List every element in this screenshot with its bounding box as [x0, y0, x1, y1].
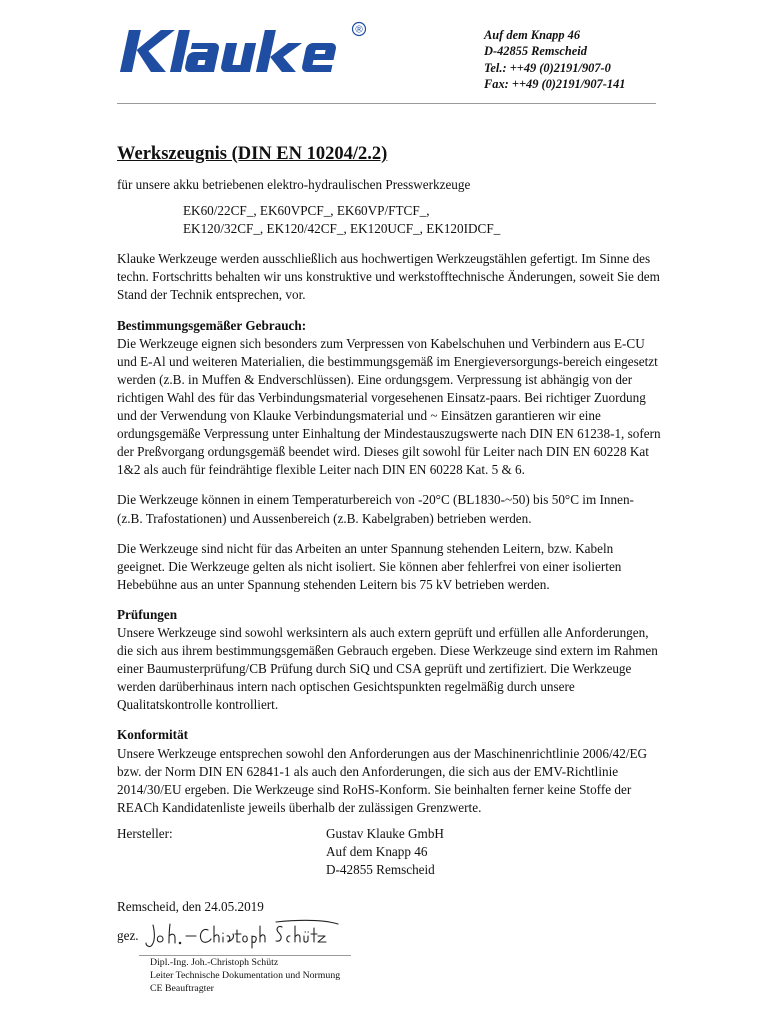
- klauke-logo: [117, 20, 367, 78]
- manufacturer-label: Hersteller:: [117, 825, 173, 841]
- conformity-heading: Konformität: [117, 727, 189, 743]
- signatory-details: [150, 956, 340, 996]
- usage-heading: Bestimmungsgemäßer Gebrauch:: [117, 317, 307, 333]
- signatory-name: Dipl.-Ing. Joh.-Christoph Schütz: [150, 957, 279, 968]
- manufacturer-name: Gustav Klauke GmbH: [326, 825, 444, 841]
- manufacturer-block: [117, 825, 662, 881]
- address-fax: Fax: ++49 (0)2191/907-141: [484, 76, 626, 91]
- tests-section: [117, 606, 662, 715]
- manufacturer-city: D-42855 Remscheid: [326, 862, 435, 878]
- model-line-1: EK60/22CF_, EK60VPCF_, EK60VP/FTCF_,: [183, 203, 430, 219]
- document-title: Werkszeugnis (DIN EN 10204/2.2): [117, 144, 388, 164]
- conformity-text: Unsere Werkzeuge entsprechen sowohl den Anforderungen aus der Maschinenrichtlinie 2006/42/EG bzw. der Norm DIN EN 62841-1 als auch den Anforderungen, die sich aus der EMV-Richtlinie 2014/30/EU ergeben. Die Werkzeuge sind RoHS-Konform. Sie beinhalten ferner keine Stoffe der REACh Kandidatenliste jeweils überhalb der zulässigen Grenzwerte.: [117, 745, 648, 815]
- tests-heading: Prüfungen: [117, 606, 178, 622]
- signatory-role: Leiter Technische Dokumentation und Normung: [150, 970, 341, 982]
- manufacturer-street: Auf dem Knapp 46: [326, 844, 428, 859]
- model-list: [117, 202, 662, 238]
- place-date: Remscheid, den 24.05.2019: [117, 899, 264, 914]
- address-city: D-42855 Remscheid: [484, 44, 587, 59]
- header-divider: [117, 103, 656, 104]
- company-address: [484, 27, 625, 92]
- intro-text: für unsere akku betriebenen elektro-hydraulischen Presswerkzeuge: [117, 177, 471, 192]
- usage-text: Die Werkzeuge eignen sich besonders zum Verpressen von Kabelschuhen und Verbindern aus E-CU und E-Al und weiteren Materialien, die bestimmungsgemäß im Energieversorgungs-bereich eingesetzt werden (z.B. in Muffen & Endverschlüssen). Eine ordungsgem. Verpressung ist abhängig von der richtigen Wahl des für das Verbindungsmaterial vorgesehenen Einsatz-paars. Bei richtiger Zuordung und der Verwendung von Klauke Verbindungsmaterial und ~ Einsätzen garantieren wir eine ordungsgemäße Verpressung unter Einhaltung der Mindestauszugswerte nach DIN EN 61238-1, sofern der Preßvorgang ordungsgemäß beendet wird. Dieses gilt sowohl für Leiter nach DIN EN 60228 Kat 1&2 als auch für feindrähtige flexible Leiter nach DIN EN 60228 Kat. 5 & 6.: [117, 335, 661, 478]
- manufacturer-address: [326, 825, 444, 879]
- usage-section: [117, 317, 662, 480]
- signatory-role-ce: CE Beauftragter: [150, 983, 214, 995]
- registered-mark: ®: [355, 24, 363, 36]
- material-paragraph: Klauke Werkzeuge werden ausschließlich aus hochwertigen Werkzeugstählen gefertigt. Im Sinne des techn. Fortschritts behalten wir uns konstruktive und werkstofftechnische Änderungen, soweit Sie dem Stand der Technik entsprechen, vor.: [117, 251, 660, 303]
- voltage-paragraph: Die Werkzeuge sind nicht für das Arbeiten an unter Spannung stehenden Leitern, bzw. Kabeln geeignet. Die Werkzeuge gelten als nicht isoliert. Sie können aber fehlerfrei von einer isolierten Hebebühne aus an unter Spannung stehenden Leitern bis 75 kV betrieben werden.: [117, 540, 622, 592]
- temperature-paragraph: Die Werkzeuge können in einem Temperaturbereich von -20°C (BL1830-~50) bis 50°C im Innen- (z.B. Trafostationen) und Aussenbereich (z.B. Kabelgraben) betrieben werden.: [117, 492, 634, 526]
- address-tel: Tel.: ++49 (0)2191/907-0: [484, 60, 611, 75]
- document-body: [117, 143, 662, 881]
- tests-text: Unsere Werkzeuge sind sowohl werksintern als auch extern geprüft und erfüllen alle Anforderungen, die sich aus ihrem bestimmungsgemäßen Gebrauch ergeben. Diese Werkzeuge sind extern im Rahmen einer Baumusterprüfung/CB Prüfung durch SiQ und CSA geprüft und zertifiziert. Die Werkzeuge werden darüberhinaus intern nach optischen Gesichtspunkten regelmäßig durch unsere Qualitatskontrolle kontrolliert.: [117, 624, 658, 713]
- gez-label: gez.: [117, 928, 139, 943]
- model-line-2: EK120/32CF_, EK120/42CF_, EK120UCF_, EK120IDCF_: [183, 221, 501, 237]
- conformity-section: [117, 726, 662, 816]
- address-street: Auf dem Knapp 46: [484, 28, 581, 42]
- handwritten-signature: [140, 918, 350, 950]
